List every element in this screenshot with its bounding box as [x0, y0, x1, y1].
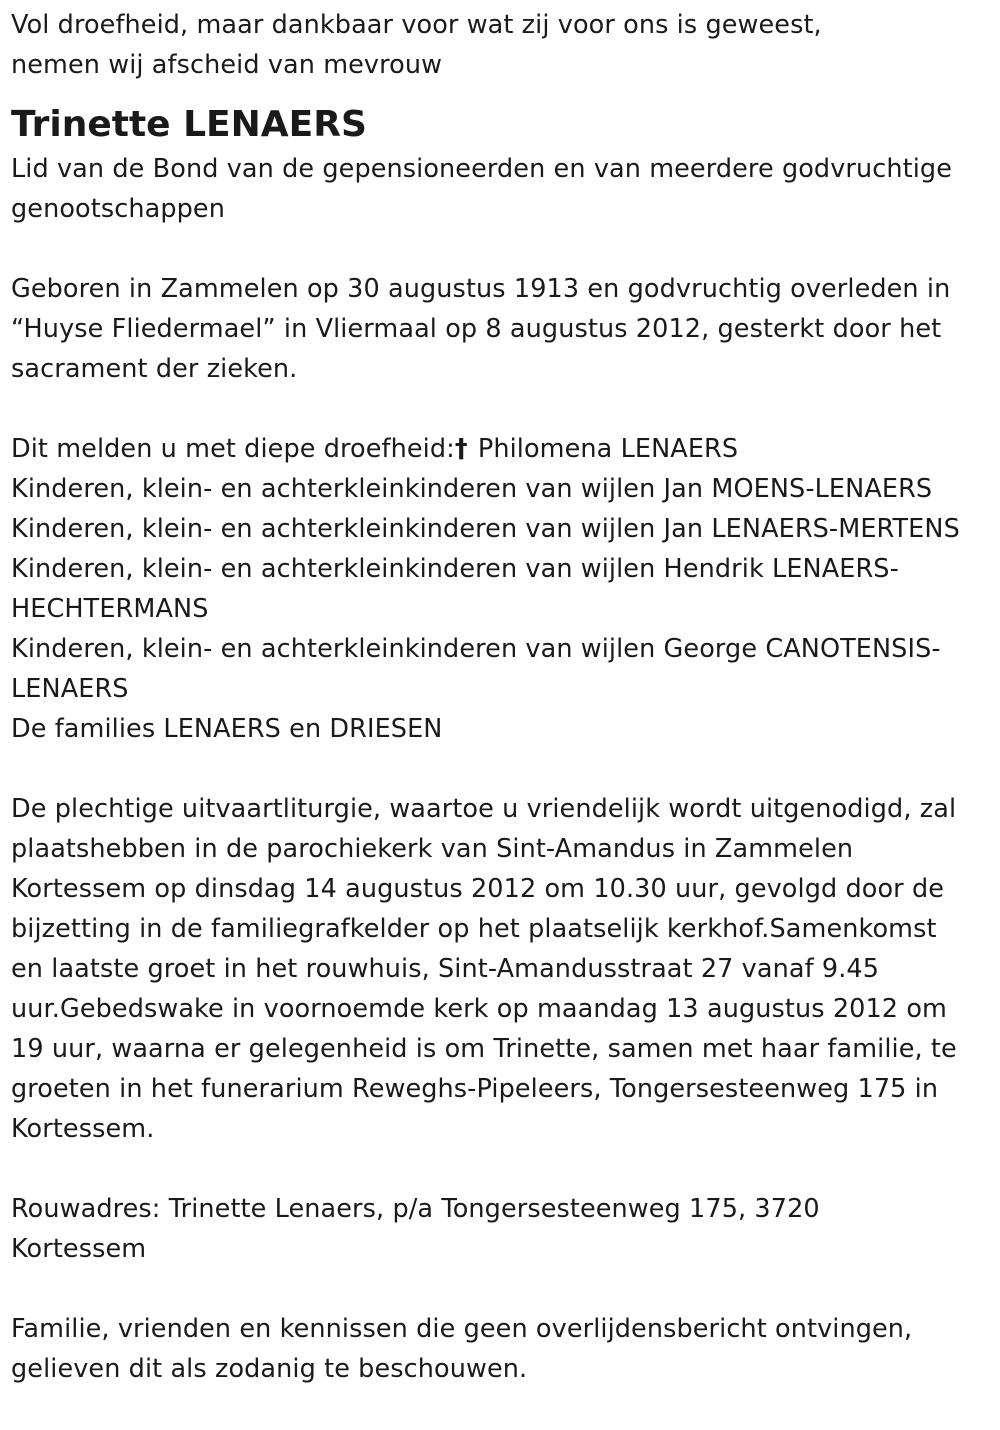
- announcer-line: Kinderen, klein- en achterkleinkinderen van wijlen Jan LENAERS-MERTENS: [11, 514, 960, 544]
- birth-death-line: Geboren in Zammelen op 30 augustus 1913 en godvruchtig overleden in: [11, 274, 951, 304]
- announcer-line: Kinderen, klein- en achterkleinkinderen van wijlen Hendrik LENAERS-: [11, 554, 899, 584]
- funeral-line: Kortessem op dinsdag 14 augustus 2012 om 10.30 uur, gevolgd door de: [11, 874, 945, 904]
- paragraph-spacer: [11, 1269, 994, 1309]
- cross-icon: †: [454, 434, 468, 464]
- funeral-line: 19 uur, waarna er gelegenheid is om Trinette, samen met haar familie, te: [11, 1034, 957, 1064]
- paragraph-spacer: [11, 229, 994, 269]
- membership-line: genootschappen: [11, 194, 225, 224]
- closing-paragraph: [11, 1309, 994, 1389]
- paragraph-spacer: [11, 1149, 994, 1189]
- birth-death-line: sacrament der zieken.: [11, 354, 298, 384]
- intro-line: nemen wij afscheid van mevrouw: [11, 50, 443, 80]
- announcer-line: Kinderen, klein- en achterkleinkinderen van wijlen Jan MOENS-LENAERS: [11, 474, 933, 504]
- deceased-name: Trinette LENAERS: [11, 104, 367, 145]
- address-paragraph: [11, 1189, 994, 1269]
- funeral-line: bijzetting in de familiegrafkelder op het plaatselijk kerkhof.Samenkomst: [11, 914, 937, 944]
- announcer-line: LENAERS: [11, 674, 129, 704]
- birth-death-paragraph: [11, 269, 994, 389]
- membership-line: Lid van de Bond van de gepensioneerden en van meerdere godvruchtige: [11, 154, 952, 184]
- birth-death-line: “Huyse Fliedermael” in Vliermaal op 8 augustus 2012, gesterkt door het: [11, 314, 942, 344]
- closing-line: gelieven dit als zodanig te beschouwen.: [11, 1354, 528, 1384]
- funeral-paragraph: [11, 789, 994, 1149]
- funeral-line: plaatshebben in de parochiekerk van Sint-Amandus in Zammelen: [11, 834, 854, 864]
- funeral-line: uur.Gebedswake in voornoemde kerk op maandag 13 augustus 2012 om: [11, 994, 947, 1024]
- funeral-line: en laatste groet in het rouwhuis, Sint-Amandusstraat 27 vanaf 9.45: [11, 954, 880, 984]
- intro-line: Vol droefheid, maar dankbaar voor wat zij voor ons is geweest,: [11, 10, 822, 40]
- announcer-line: HECHTERMANS: [11, 594, 209, 624]
- closing-line: Familie, vrienden en kennissen die geen overlijdensbericht ontvingen,: [11, 1314, 913, 1344]
- announcers-first-line: [11, 429, 994, 469]
- announcer-line: De families LENAERS en DRIESEN: [11, 714, 443, 744]
- first-announcer-name: Philomena LENAERS: [469, 434, 739, 464]
- address-line: Rouwadres: Trinette Lenaers, p/a Tongersesteenweg 175, 3720: [11, 1194, 820, 1224]
- address-line: Kortessem: [11, 1234, 147, 1264]
- announcers-paragraph: [11, 429, 994, 749]
- paragraph-spacer: [11, 749, 994, 789]
- funeral-line: Kortessem.: [11, 1114, 155, 1144]
- funeral-line: groeten in het funerarium Reweghs-Pipeleers, Tongersesteenweg 175 in: [11, 1074, 939, 1104]
- announcers-intro-text: Dit melden u met diepe droefheid:: [11, 434, 455, 464]
- paragraph-spacer: [11, 389, 994, 429]
- announcer-line: Kinderen, klein- en achterkleinkinderen van wijlen George CANOTENSIS-: [11, 634, 941, 664]
- funeral-line: De plechtige uitvaartliturgie, waartoe u vriendelijk wordt uitgenodigd, zal: [11, 794, 957, 824]
- intro-paragraph: [11, 5, 994, 85]
- deceased-section: [11, 103, 994, 229]
